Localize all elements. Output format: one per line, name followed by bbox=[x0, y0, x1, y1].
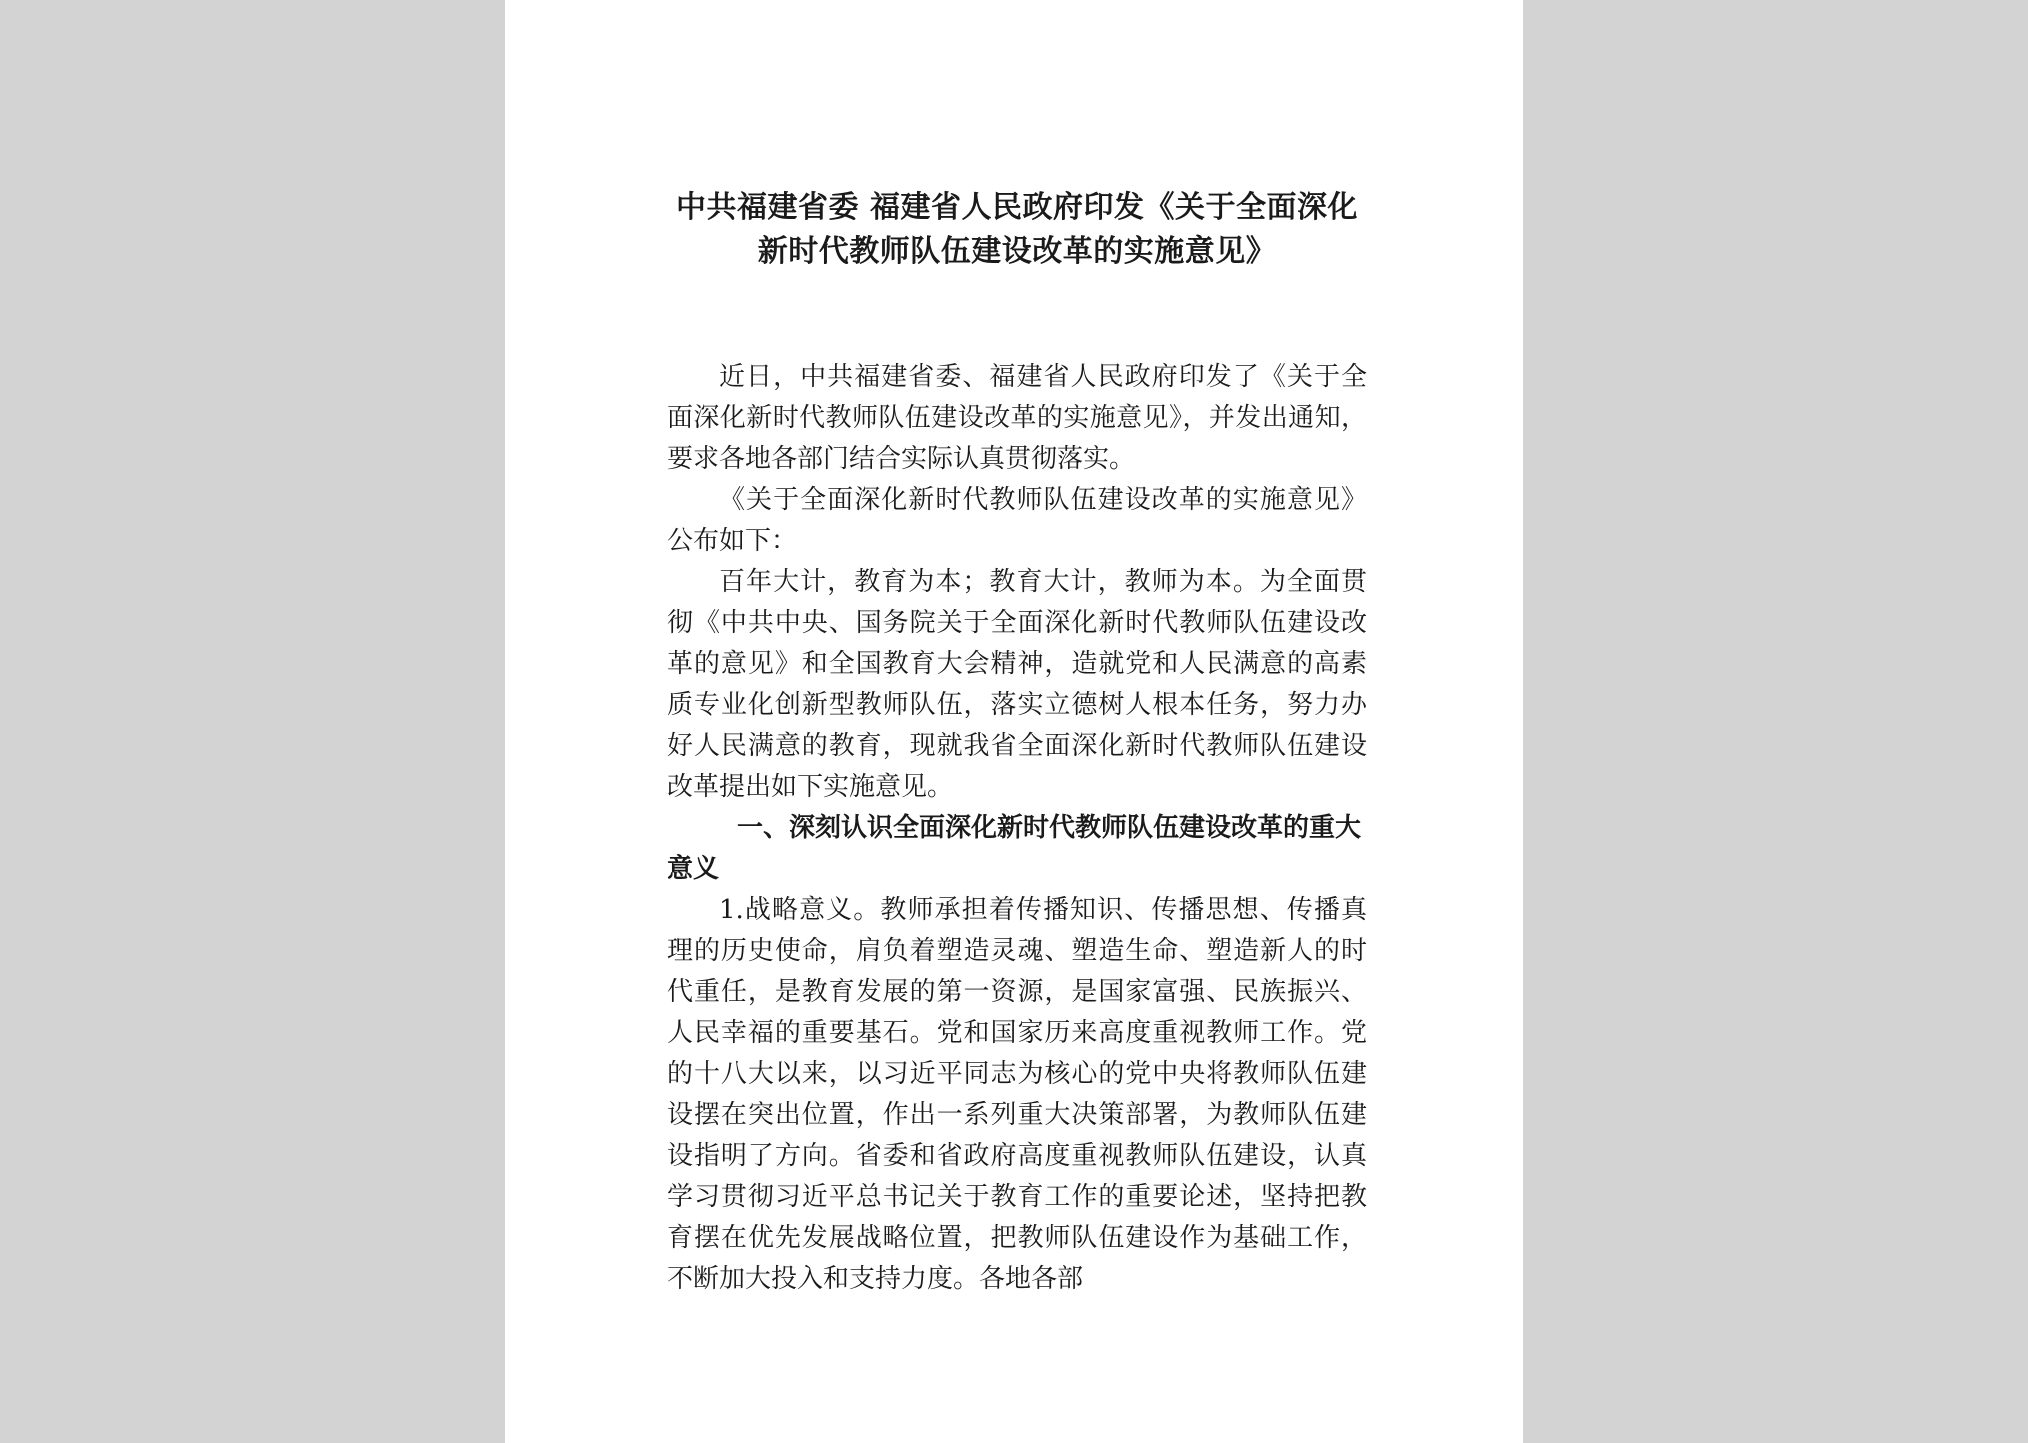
paragraph-announce: 《关于全面深化新时代教师队伍建设改革的实施意见》公布如下： bbox=[667, 485, 1367, 556]
document-body bbox=[667, 357, 1367, 1300]
section-1-heading: 一、深刻认识全面深化新时代教师队伍建设改革的重大意义 bbox=[667, 813, 1362, 884]
title-line-2: 新时代教师队伍建设改革的实施意见》 bbox=[757, 234, 1277, 269]
document-title bbox=[667, 186, 1367, 274]
document-page bbox=[505, 0, 1523, 1443]
paragraph-preamble: 百年大计，教育为本；教育大计，教师为本。为全面贯彻《中共中央、国务院关于全面深化新时代教师队伍建设改革的意见》和全国教育大会精神，造就党和人民满意的高素质专业化创新型教师队伍，落实立德树人根本任务，努力办好人民满意的教育，现就我省全面深化新时代教师队伍建设改革提出如下实施意见。 bbox=[667, 567, 1367, 802]
title-line-1: 中共福建省委 福建省人民政府印发《关于全面深化 bbox=[676, 190, 1358, 225]
section-1-paragraph: 1.战略意义。教师承担着传播知识、传播思想、传播真理的历史使命，肩负着塑造灵魂、塑造生命、塑造新人的时代重任，是教育发展的第一资源，是国家富强、民族振兴、人民幸福的重要基石。党和国家历来高度重视教师工作。党的十八大以来，以习近平同志为核心的党中央将教师队伍建设摆在突出位置，作出一系列重大决策部署，为教师队伍建设指明了方向。省委和省政府高度重视教师队伍建设，认真学习贯彻习近平总书记关于教育工作的重要论述，坚持把教育摆在优先发展战略位置，把教师队伍建设作为基础工作，不断加大投入和支持力度。各地各部 bbox=[667, 895, 1367, 1294]
paragraph-intro: 近日，中共福建省委、福建省人民政府印发了《关于全面深化新时代教师队伍建设改革的实施意见》，并发出通知，要求各地各部门结合实际认真贯彻落实。 bbox=[667, 362, 1367, 474]
